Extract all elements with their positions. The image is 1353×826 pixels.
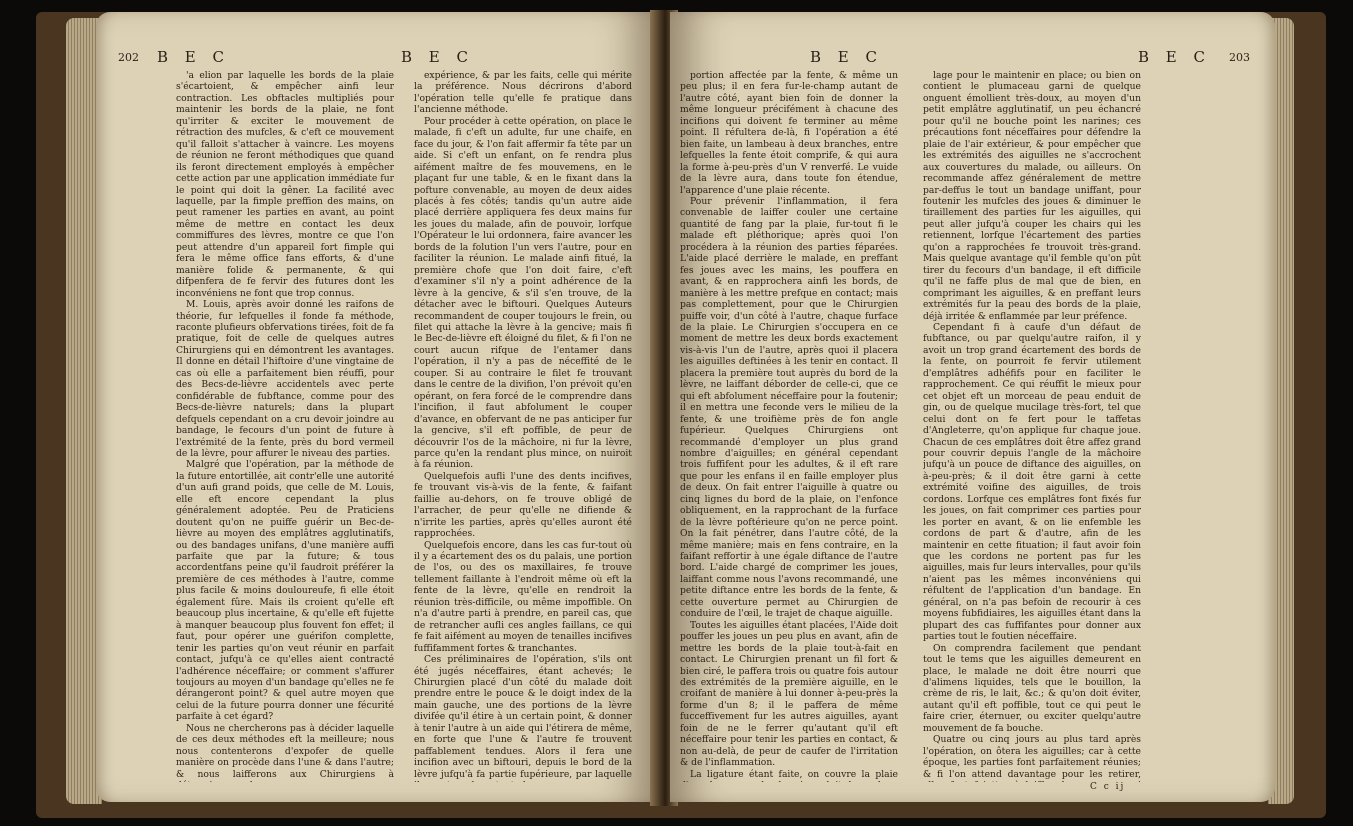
paragraph: Malgré que l'opération, par la méthode de la future entortillée, ait contr'elle une autorité d'un aufi grand poids, que celle de M. Louis, elle eft encore cependant la plus généralement adoptée. Peu de Praticiens doutent qu'on ne puiffe guérir un Bec-de-lièvre au moyen des emplâtres agglutinatifs, ou des bandages unifans, d'une manière auffi parfaite que par la future; & tous accordentfans peine qu'il faudroit préférer la première de ces méthodes à l'autre, comme plus facile & moins douloureufe, fi elle étoit également fûre. Mais ils croient qu'elle eft beaucoup plus incertaine, & qu'elle eft fujette à manquer beaucoup plus fouvent fon effet; il faut, pour opérer une guérifon complette, tenir les parties qu'on veut réunir en parfait contact, jufqu'à ce qu'elles aient contracté l'adhérence néceffaire; or comment s'affurer toujours au moyen d'un bandage qu'elles ne fe dérangeront point? & quel autre moyen que celui de la future pourra donner une fécurité parfaite à cet égard? xyxy=(176,459,394,723)
paragraph: Pour prévenir l'inflammation, il fera convenable de laiffer couler une certaine quantité de fang par la plaie, fur-tout fi le malade eft pléthorique; après quoi l'on procédera à la réunion des parties féparées. L'aide placé derrière le malade, en preffant fes joues avec les mains, les pouffera en avant, & en rapprochera ainfi les bords, de manière à les mettre prefque en contact; mais pas complettement, pour que le Chirurgien puiffe voir, d'un côté à l'autre, chaque furface de la plaie. Le Chirurgien s'occupera en ce moment de mettre les deux bords exactement vis-à-vis l'un de l'autre, après quoi il placera les aiguilles deftinées à les tenir en contact. Il placera la première tout auprès du bord de la lèvre, ne laiffant déborder de celle-ci, que ce qui eft abfolument néceffaire pour la foutenir; il en mettra une feconde vers le milieu de la fente, & une troifième près de fon angle fupérieur. Quelques Chirurgiens ont recommandé d'employer un plus grand nombre d'aiguilles; en général cependant trois fuffifent pour les adultes, & il eft rare que pour les enfans il en faille employer plus de deux. On fait entrer l'aiguille à quatre ou cinq lignes du bord de la plaie, on l'enfonce obliquement, en la rapprochant de la furface de la lèvre poftérieure qu'on ne perce point. On la fait pénétrer, dans l'autre côté, de la même manière; mais en fens contraire, en la faifant reffortir à une égale diftance de l'autre bord. L'aide chargé de comprimer les joues, laiffant comme nous l'avons recommandé, une petite diftance entre les bords de la fente, & cette ouverture permet au Chirurgien de conduire de l'œil, le trajet de chaque aiguille. xyxy=(680,195,898,620)
right-head-title-2: B E C xyxy=(1138,48,1211,66)
paragraph: Quelquefois encore, dans les cas fur-tout où il y a écartement des os du palais, une portion de l'os, ou des os maxillaires, fe trouve tellement faillante à l'endroit même où eft la fente de la lèvre, qu'elle en rendroit la réunion très-difficile, ou même impoffible. On n'a d'autre parti à prendre, en pareil cas, que de retrancher aufli ces angles faillans, ce qui fe fait aifément au moyen de tenailles incifives fuffifamment fortes & tranchantes. xyxy=(414,539,632,654)
paragraph: Toutes les aiguilles étant placées, l'Aide doit pouffer les joues un peu plus en avant, afin de mettre les bords de la plaie tout-à-fait en contact. Le Chirurgien prenant un fil fort & bien ciré, le paffera trois ou quatre fois autour des extrémités de la première aiguille, en le croifant de manière à lui donner à-peu-près la forme d'un 8; il le paffera de même fucceffivement fur les autres aiguilles, ayant foin de ne le ferrer qu'autant qu'il eft néceffaire pour tenir les parties en contact, & non au-delà, de peur de caufer de l'irritation & de l'inflammation. xyxy=(680,619,898,769)
left-head-title-1: B E C xyxy=(157,48,230,66)
right-running-head xyxy=(730,46,1250,68)
paragraph: 'a elion par laquelle les bords de la plaie s'écartoient, & empêcher ainfi leur contraction. Les obftacles multipliés pour maintenir les bords de la plaie, ne font qu'irriter & exciter le mouvement de rétraction des mufcles, & c'eft ce mouvement qu'il falloit s'attacher à vaincre. Les moyens de réunion ne feront méthodiques que quand ils feront directement employés à empêcher cette action par une application immédiate fur le point qui doit la gêner. La facilité avec laquelle, par la fimple preffion des mains, on peut ramener les parties en avant, au point même de mettre en contact les deux commiffures des lèvres, montre ce que l'on peut attendre d'un appareil fort fimple qui fera le même office fans efforts, & d'une manière folide & permanente, & qui difpenfera de fe fervir des futures dont les inconvéniens ne font que trop connus. xyxy=(176,70,394,299)
paragraph: Nous ne chercherons pas à décider laquelle de ces deux méthodes eft la meilleure; nous nous contenterons d'expofer de quelle manière on procède dans l'une & dans l'autre; & nous laifferons aux Chirurgiens à xyxy=(176,722,394,780)
paragraph: La ligature étant faite, on couvre la plaie xyxy=(690,768,898,780)
paragraph: Cependant fi à caufe d'un défaut de fubftance, ou par quelqu'autre raifon, il y avoit un trop grand écartement des bords de la fente, on pourroit fe fervir utilement d'emplâtres adhéfifs pour en faciliter le rapprochement. Ce qui réuffit le mieux pour cet objet eft un morceau de peau enduit de gin, ou de quelque mucilage très-fort, tel que celui dont on fe fert pour le taffetas d'Angleterre, qu'on applique fur chaque joue. Chacun de ces emplâtres doit être affez grand pour couvrir depuis l'angle de la mâchoire jufqu'à un pouce de diftance des aiguilles, on à-peu-près; & il doit être garni à cette extrémité voifine des aiguilles, de trois cordons. Lorfque ces emplâtres font fixés fur les joues, on fait comprimer ces parties pour les porter en avant, & on lie enfemble les cordons de part & d'autre, afin de les maintenir en cette fituation; il faut avoir foin que les cordons ne portent pas fur les aiguilles, mais fur leurs intervalles, pour qu'ils n'aient pas les mêmes inconvéniens qui réfultent de l'application d'un bandage. En général, on n'a pas befoin de recourir à ces moyens fubfidiaires, les aiguilles étant dans la plupart des cas fuffifantes pour donner aux parties tout le foutien néceffaire. xyxy=(923,321,1141,643)
paragraph: expérience, & par les faits, celle qui mérite la préférence. Nous décrirons d'abord l'opération telle qu'elle fe pratique dans l'ancienne méthode. xyxy=(414,70,632,116)
left-column-1 xyxy=(176,70,394,782)
right-page xyxy=(670,12,1275,802)
right-column-2 xyxy=(923,70,1141,782)
paragraph: lage pour le maintenir en place; ou bien on contient le plumaceau garni de quelque onguent émollient très-doux, au moyen d'un petit emplâtre agglutinatif, un peu échancré pour qu'il ne bouche point les narines; ces précautions font néceffaires pour défendre la plaie de l'air extérieur, & pour empêcher que les extrémités des aiguilles ne s'accrochent aux couvertures du malade, ou ailleurs. On recommande affez généralement de mettre par-deffus le tout un bandage uniffant, pour foutenir les mufcles des joues & diminuer le tiraillement des parties fur les aiguilles, qui peut aller jufqu'à couper les chairs qui les retiennent, lorfque l'écartement des parties qu'on a rapprochées fe trouvoit très-grand. Mais quelque avantage qu'il femble qu'on pût tirer du fecours d'un bandage, il eft difficile qu'il ne faffe plus de mal que de bien, en comprimant les aiguilles, & en preffant leurs extrémités fur la peau des bords de la plaie, déjà irritée & enflammée par leur préfence. xyxy=(923,70,1141,322)
signature-mark: C c ij xyxy=(1090,782,1126,792)
right-head-title-1: B E C xyxy=(810,48,883,66)
paragraph: Quatre ou cinq jours au plus tard après l'opération, on ôtera les aiguilles; car à cette époque, les parties font parfaitement réunies; & fi l'on attend davantage pour les retirer, xyxy=(923,734,1141,780)
left-page xyxy=(96,12,656,802)
paragraph: Ces préliminaires de l'opération, s'ils ont été jugés néceffaires, étant achevés; le Chirurgien placé d'un côté du malade doit prendre entre le pouce & le doigt index de la main gauche, une des portions de la lèvre divifée qu'il étire à un certain point, & donner à tenir l'autre à un aide qui l'étirera de même, en forte que l'une & l'autre fe trouvent paffablement tendues. Alors il fera une incifion avec un biftouri, depuis le bord de la lèvre jufqu'à fa partie fupérieure, par laquelle xyxy=(414,654,632,780)
right-page-number: 203 xyxy=(1229,50,1250,64)
paragraph: M. Louis, après avoir donné les raifons de théorie, fur lefquelles il fonde fa méthode, raconte plufieurs obfervations tirées, foit de fa pratique, foit de celle de quelques autres Chirurgiens qui en démontrent les avantages. Il donne en détail l'hiftoire d'une vingtaine de cas où elle a parfaitement bien réuffi, pour des Becs-de-lièvre accidentels avec perte confidérable de fubftance, comme pour des Becs-de-lièvre naturels; dans la plupart defquels cependant on a cru devoir joindre au bandage, le fecours d'un point de future à l'extrémité de la fente, près du bord vermeil de la lèvre, pour affurer le niveau des parties. xyxy=(176,299,394,459)
left-running-head xyxy=(118,46,634,68)
paragraph: On comprendra facilement que pendant tout le tems que les aiguilles demeurent en place, le malade ne doit être nourri que d'alimens liquides, tels que le bouillon, la crème de ris, le lait, &c.; & qu'on doit éviter, autant qu'il eft poffible, tout ce qui peut le faire crier, éternuer, ou exciter quelqu'autre mouvement de fa bouche. xyxy=(923,642,1141,734)
paragraph: portion affectée par la fente, & même un peu plus; il en fera fur-le-champ autant de l'autre côté, ayant bien foin de donner la même longueur précifément à chacune des incifions qui doivent fe terminer au même point. Il réfultera de-là, fi l'opération a été bien faite, un lambeau à deux branches, entre lefquelles la fente étoit comprife, & qui aura la forme à-peu-près d'un V renverfé. Le vuide de la lèvre aura, dans toute fon étendue, l'apparence d'une plaie récente. xyxy=(680,70,898,196)
left-head-title-2: B E C xyxy=(401,48,474,66)
paragraph: Quelquefois aufli l'une des dents incifives, fe trouvant vis-à-vis de la fente, & faifant faillie au-dehors, on fe trouve obligé de l'arracher, de peur qu'elle ne difiende & n'irrite les parties, après qu'elles auront été rapprochées. xyxy=(414,470,632,540)
paragraph: Pour procéder à cette opération, on place le malade, fi c'eft un adulte, fur une chaife, en face du jour, & l'on fait affermir fa tête par un aide. Si c'eft un enfant, on fe rendra plus aifément maître de fes mouvemens, en le plaçant fur une table, & en le fixant dans la pofture convenable, au moyen de deux aides placés à fes côtés; tandis qu'un autre aide placé derrière appliquera fes deux mains fur les joues du malade, afin de pouvoir, lorfque l'Opérateur le lui ordonnera, faire avancer les bords de la folution l'un vers l'autre, pour en faciliter la réunion. Le malade ainfi fitué, la première chofe que l'on doit faire, c'eft d'examiner s'il n'y a point adhérence de la lèvre à la gencive, & s'il s'en trouve, de la détacher avec le biftouri. Quelques Auteurs recommandent de couper toujours le frein, ou filet qui attache la lèvre à la gencive; mais fi le Bec-de-lièvre eft éloigné du filet, & fi l'on ne court aucun rifque de l'entamer dans l'opération, il n'y a pas de néceffité de le couper. Si au contraire le filet fe trouvant dans le centre de la divifion, l'on prévoit qu'en opérant, on fera forcé de le comprendre dans l'incifion, il faut abfolument le couper d'avance, en obfervant de ne pas anticiper fur la gencive, s'il eft poffible, de peur de découvrir l'os de la mâchoire, ni fur la lèvre, parce qu'en la rendant plus mince, on nuiroit à fa réunion. xyxy=(414,115,632,471)
right-column-1 xyxy=(680,70,898,782)
left-column-2 xyxy=(414,70,632,782)
left-page-number: 202 xyxy=(118,50,139,64)
